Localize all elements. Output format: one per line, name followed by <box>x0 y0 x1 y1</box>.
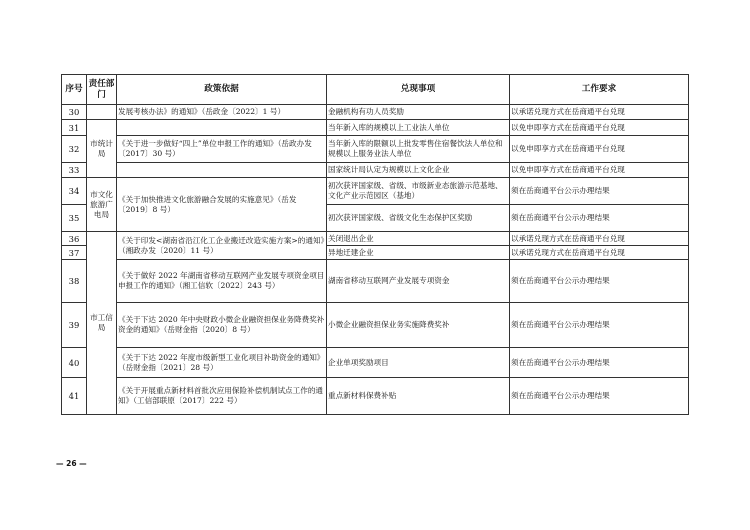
item-cell: 重点新材料保费补贴 <box>327 378 510 415</box>
requirement-cell: 须在岳商通平台公示办理结果 <box>510 378 689 415</box>
basis-cell: 《关于进一步做好“四上”单位申报工作的通知》（岳政办发〔2017〕30 号） <box>117 136 327 163</box>
row-number: 35 <box>62 205 87 232</box>
header-dept: 责任部门 <box>87 75 117 105</box>
table-row <box>62 348 689 378</box>
requirement-cell: 以免申即享方式在岳商通平台兑现 <box>510 136 689 163</box>
requirement-cell: 以承诺兑现方式在岳商通平台兑现 <box>510 246 689 260</box>
row-number: 40 <box>62 348 87 378</box>
header-item: 兑现事项 <box>327 75 510 105</box>
item-cell: 金融机构有功人员奖励 <box>327 105 510 120</box>
table-row <box>62 378 689 415</box>
item-cell: 湖南省移动互联网产业发展专项资金 <box>327 260 510 303</box>
item-cell: 小微企业融资担保业务实施降费奖补 <box>327 303 510 348</box>
item-cell: 关闭退出企业 <box>327 232 510 246</box>
row-number: 39 <box>62 303 87 348</box>
basis-cell: 《关于做好 2022 年湖南省移动互联网产业发展专项资金项目申报工作的通知》（湘工信软〔2022〕243 号） <box>117 260 327 303</box>
requirement-cell: 以承诺兑现方式在岳商通平台兑现 <box>510 105 689 120</box>
table-header-row <box>62 75 689 105</box>
header-requirement: 工作要求 <box>510 75 689 105</box>
row-number: 38 <box>62 260 87 303</box>
basis-cell: 《关于下达 2022 年度市级新型工业化项目补助资金的通知》（岳财金指〔2021〕28 号） <box>117 348 327 378</box>
requirement-cell: 须在岳商通平台公示办理结果 <box>510 178 689 205</box>
table-row <box>62 178 689 205</box>
policy-table-container <box>61 74 688 415</box>
requirement-cell: 以免申即享方式在岳商通平台兑现 <box>510 163 689 178</box>
row-number: 41 <box>62 378 87 415</box>
basis-cell: 《关于下达 2020 年中央财政小微企业融资担保业务降费奖补资金的通知》（岳财金指〔2020〕8 号） <box>117 303 327 348</box>
requirement-cell: 须在岳商通平台公示办理结果 <box>510 303 689 348</box>
table-row <box>62 105 689 120</box>
table-row <box>62 163 689 178</box>
row-number: 30 <box>62 105 87 120</box>
requirement-cell: 须在岳商通平台公示办理结果 <box>510 205 689 232</box>
table-row <box>62 303 689 348</box>
dept-cell-gongxin: 市工信局 <box>87 232 117 415</box>
table-row <box>62 136 689 163</box>
dept-cell-wenlv: 市文化旅游广电局 <box>87 178 117 232</box>
item-cell: 初次获评国家级、省级、市级新业态旅游示范基地、文化产业示范园区（基地） <box>327 178 510 205</box>
basis-cell: 《关于加快推进文化旅游融合发展的实施意见》（岳发〔2019〕8 号） <box>117 178 327 232</box>
row-number: 33 <box>62 163 87 178</box>
requirement-cell: 以免申即享方式在岳商通平台兑现 <box>510 120 689 136</box>
item-cell: 当年新入库的规模以上工业法人单位 <box>327 120 510 136</box>
item-cell: 异地迁建企业 <box>327 246 510 260</box>
item-cell: 国家统计局认定为规模以上文化企业 <box>327 163 510 178</box>
basis-cell: 发展考核办法》的通知》（岳政金〔2022〕1 号） <box>117 105 327 120</box>
basis-cell <box>117 120 327 136</box>
item-cell: 初次获评国家级、省级文化生态保护区奖励 <box>327 205 510 232</box>
basis-cell: 《关于开展重点新材料首批次应用保险补偿机制试点工作的通知》（工信部联原〔2017〕222 号） <box>117 378 327 415</box>
row-number: 32 <box>62 136 87 163</box>
header-basis: 政策依据 <box>117 75 327 105</box>
item-cell: 当年新入库的限额以上批发零售住宿餐饮法人单位和规模以上服务业法人单位 <box>327 136 510 163</box>
item-cell: 企业单项奖励项目 <box>327 348 510 378</box>
policy-table <box>61 74 689 415</box>
requirement-cell: 须在岳商通平台公示办理结果 <box>510 348 689 378</box>
row-number: 37 <box>62 246 87 260</box>
row-number: 31 <box>62 120 87 136</box>
requirement-cell: 以承诺兑现方式在岳商通平台兑现 <box>510 232 689 246</box>
dept-cell-tongji: 市统计局 <box>87 120 117 178</box>
page-number: — 26 — <box>56 459 87 468</box>
row-number: 34 <box>62 178 87 205</box>
requirement-cell: 须在岳商通平台公示办理结果 <box>510 260 689 303</box>
header-seq: 序号 <box>62 75 87 105</box>
table-row <box>62 120 689 136</box>
table-row <box>62 260 689 303</box>
dept-cell <box>87 105 117 120</box>
basis-cell: 《关于印发<湖南省沿江化工企业搬迁改造实施方案>的通知》（湘政办发〔2020〕11 号） <box>117 232 327 260</box>
table-row <box>62 232 689 246</box>
basis-cell <box>117 163 327 178</box>
row-number: 36 <box>62 232 87 246</box>
